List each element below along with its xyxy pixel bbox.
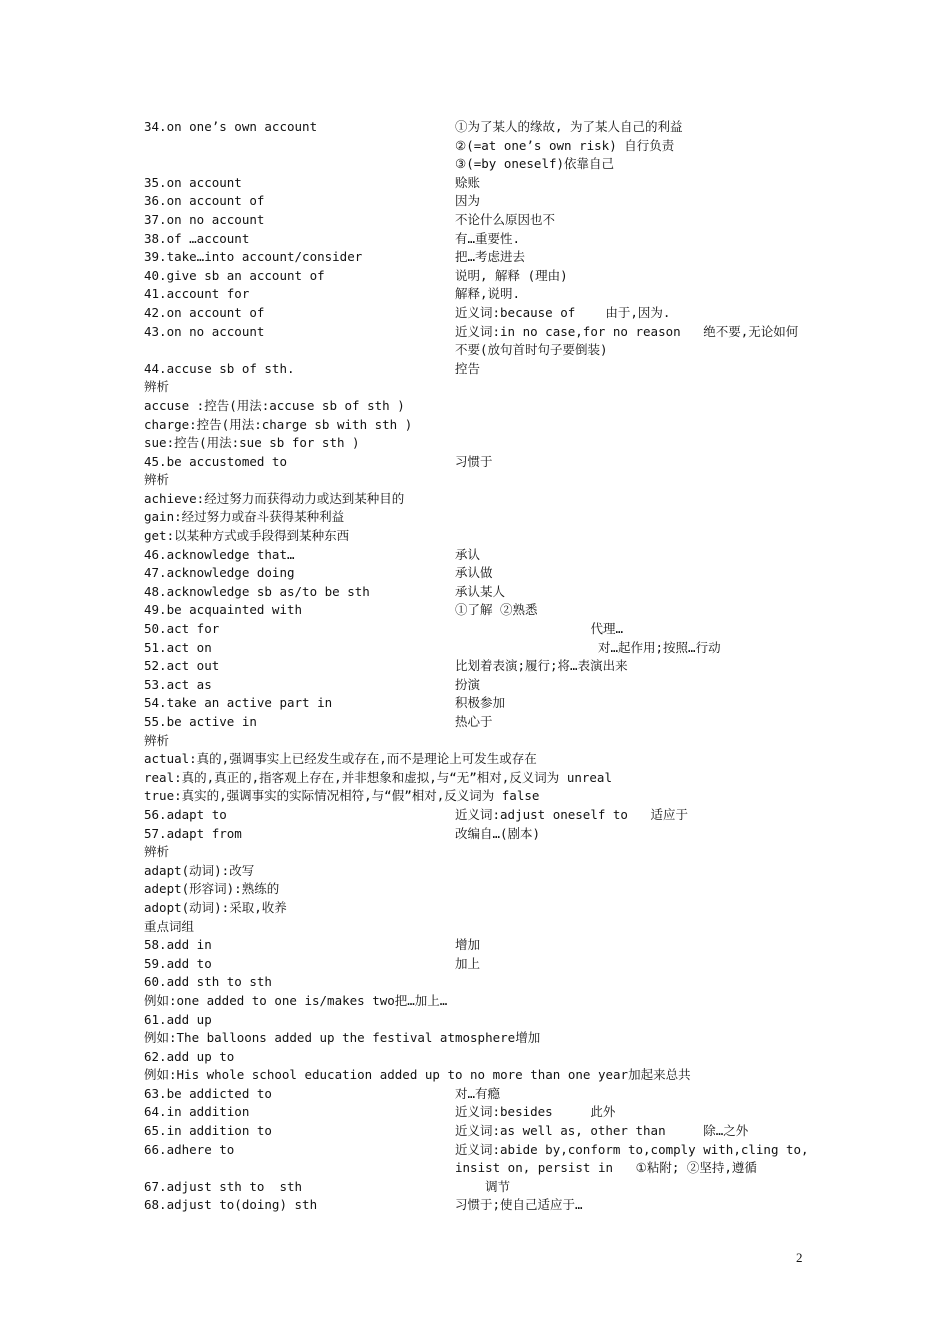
- phrase-meaning: 解释,说明.: [455, 286, 521, 302]
- phrase-english: 46.acknowledge that…: [144, 546, 295, 562]
- phrase-entry: [144, 1103, 844, 1122]
- note-text: charge:控告(用法:charge sb with sth ): [144, 416, 413, 432]
- note-text: get:以某种方式或手段得到某种东西: [144, 528, 350, 544]
- phrase-english: 44.accuse sb of sth.: [144, 360, 295, 376]
- note-text: accuse :控告(用法:accuse sb of sth ): [144, 397, 405, 413]
- phrase-english: 42.on account of: [144, 304, 265, 320]
- phrase-entry: [144, 360, 844, 379]
- phrase-meaning: 比划着表演;履行;将…表演出来: [455, 658, 628, 674]
- phrase-entry: [144, 806, 844, 825]
- phrase-english: 56.adapt to: [144, 806, 227, 822]
- phrase-entry: [144, 639, 844, 658]
- note-meaning: 增加: [515, 1030, 541, 1046]
- note-text: actual:真的,强调事实上已经发生或存在,而不是理论上可发生或存在: [144, 751, 537, 767]
- phrase-english: 51.act on: [144, 639, 212, 655]
- phrase-english: 53.act as: [144, 676, 212, 692]
- note-text: 例如:one added to one is/makes two: [144, 992, 395, 1008]
- phrase-english: 63.be addicted to: [144, 1085, 272, 1101]
- phrase-english: 39.take…into account/consider: [144, 249, 363, 265]
- note-line: [144, 732, 844, 751]
- phrase-entry: [144, 118, 844, 174]
- phrase-meaning: 对…有瘾: [455, 1085, 501, 1101]
- phrase-english: 68.adjust to(doing) sth: [144, 1197, 318, 1213]
- note-text: 辨析: [144, 844, 170, 860]
- note-text: adapt(动词):改写: [144, 862, 255, 878]
- phrase-entry: [144, 825, 844, 844]
- phrase-english: 60.add sth to sth: [144, 974, 272, 990]
- phrase-entry: [144, 564, 844, 583]
- phrase-meaning: [455, 1048, 844, 1067]
- phrase-entry: [144, 713, 844, 732]
- note-text: true:真实的,强调事实的实际情况相符,与“假”相对,反义词为 false: [144, 788, 540, 804]
- phrase-english: 37.on no account: [144, 211, 265, 227]
- phrase-english: 57.adapt from: [144, 825, 242, 841]
- phrase-english: 36.on account of: [144, 193, 265, 209]
- phrase-meaning: 承认做: [455, 565, 493, 581]
- phrase-meaning: 赊账: [455, 174, 481, 190]
- note-line: [144, 397, 844, 416]
- phrase-entry: [144, 1178, 844, 1197]
- phrase-english: 47.acknowledge doing: [144, 565, 295, 581]
- phrase-english: 61.add up: [144, 1011, 212, 1027]
- phrase-english: 58.add in: [144, 937, 212, 953]
- phrase-meaning: ①为了某人的缘故, 为了某人自己的利益 ②(=at one’s own risk) 自行负责 ③(=by oneself)依靠自己: [455, 119, 683, 172]
- note-line: [144, 416, 844, 435]
- note-text: adept(形容词):熟练的: [144, 881, 280, 897]
- phrase-entry: [144, 1085, 844, 1104]
- note-line: [144, 1066, 844, 1085]
- phrase-meaning: 对…起作用;按照…行动: [455, 639, 721, 655]
- phrase-english: 67.adjust sth to sth: [144, 1178, 303, 1194]
- phrase-entry: [144, 955, 844, 974]
- phrase-meaning: [455, 1011, 844, 1030]
- note-line: [144, 527, 844, 546]
- phrase-english: 66.adhere to: [144, 1141, 235, 1157]
- note-meaning: 把…加上…: [394, 992, 448, 1008]
- note-text: sue:控告(用法:sue sb for sth ): [144, 435, 360, 451]
- phrase-entry: [144, 1048, 844, 1067]
- phrase-english: 41.account for: [144, 286, 250, 302]
- note-line: [144, 471, 844, 490]
- note-text: 辨析: [144, 472, 170, 488]
- phrase-meaning: 近义词:adjust oneself to 适应于: [455, 806, 689, 822]
- note-text: 重点词组: [144, 918, 195, 934]
- phrase-meaning: ①了解 ②熟悉: [455, 602, 538, 618]
- note-text: 例如:The balloons added up the festival atmosphere: [144, 1030, 516, 1046]
- phrase-english: 34.on one’s own account: [144, 119, 318, 134]
- phrase-entry: [144, 1196, 844, 1215]
- phrase-entry: [144, 973, 844, 992]
- phrase-english: 48.acknowledge sb as/to be sth: [144, 583, 370, 599]
- phrase-meaning: 加上: [455, 955, 481, 971]
- phrase-meaning: 习惯于;使自己适应于…: [455, 1197, 583, 1213]
- phrase-meaning: 承认某人: [455, 583, 506, 599]
- note-line: [144, 750, 844, 769]
- note-text: 例如:His whole school education added up to no more than one year: [144, 1067, 629, 1083]
- phrase-meaning: 代理…: [455, 621, 623, 637]
- phrase-entry: [144, 453, 844, 472]
- phrase-entry: [144, 285, 844, 304]
- phrase-english: 40.give sb an account of: [144, 267, 325, 283]
- phrase-entry: [144, 620, 844, 639]
- phrase-meaning: 近义词:in no case,for no reason 绝不要,无论如何 不要(放句首时句子要倒装): [455, 323, 799, 358]
- phrase-entry: [144, 694, 844, 713]
- note-line: [144, 1029, 844, 1048]
- phrase-english: 54.take an active part in: [144, 695, 333, 711]
- phrase-meaning: 承认: [455, 546, 481, 562]
- phrase-entry: [144, 174, 844, 193]
- phrase-entry: [144, 601, 844, 620]
- phrase-entry: [144, 546, 844, 565]
- phrase-entry: [144, 304, 844, 323]
- phrase-english: 55.be active in: [144, 714, 257, 729]
- phrase-english: 64.in addition: [144, 1104, 250, 1120]
- note-meaning: 加起来总共: [628, 1067, 691, 1083]
- phrase-english: 38.of …account: [144, 230, 250, 246]
- note-text: adopt(动词):采取,收养: [144, 899, 287, 915]
- phrase-meaning: 近义词:because of 由于,因为.: [455, 304, 671, 320]
- phrase-english: 65.in addition to: [144, 1123, 272, 1139]
- note-line: [144, 899, 844, 918]
- note-line: [144, 434, 844, 453]
- note-text: real:真的,真正的,指客观上存在,并非想象和虚拟,与“无”相对,反义词为 unreal: [144, 769, 612, 785]
- phrase-meaning: [455, 973, 844, 992]
- phrase-entry: [144, 230, 844, 249]
- phrase-english: 35.on account: [144, 174, 242, 190]
- phrase-meaning: 近义词:abide by,conform to,comply with,cling to, insist on, persist in ①粘附; ②坚持,遵循: [455, 1141, 809, 1176]
- phrase-entry: [144, 248, 844, 267]
- phrase-meaning: 习惯于: [455, 453, 493, 469]
- phrase-entry: [144, 211, 844, 230]
- phrase-entry: [144, 323, 844, 360]
- phrase-english: 43.on no account: [144, 323, 265, 339]
- note-text: 辨析: [144, 379, 170, 395]
- phrase-entry: [144, 1122, 844, 1141]
- vocabulary-list: [144, 118, 844, 1215]
- note-line: [144, 862, 844, 881]
- note-line: [144, 843, 844, 862]
- note-text: 辨析: [144, 732, 170, 748]
- phrase-english: 59.add to: [144, 955, 212, 971]
- note-text: gain:经过努力或奋斗获得某种利益: [144, 509, 345, 525]
- note-line: [144, 918, 844, 937]
- phrase-meaning: 调节: [455, 1178, 511, 1194]
- phrase-english: 49.be acquainted with: [144, 602, 303, 618]
- phrase-meaning: 扮演: [455, 676, 481, 692]
- phrase-english: 50.act for: [144, 621, 220, 637]
- phrase-entry: [144, 936, 844, 955]
- note-line: [144, 508, 844, 527]
- page-number: 2: [796, 1250, 803, 1265]
- phrase-english: 62.add up to: [144, 1048, 235, 1064]
- phrase-meaning: 近义词:besides 此外: [455, 1104, 616, 1120]
- note-line: [144, 769, 844, 788]
- phrase-english: 45.be accustomed to: [144, 453, 287, 469]
- note-line: [144, 880, 844, 899]
- phrase-meaning: 有…重要性.: [455, 230, 521, 246]
- phrase-meaning: 积极参加: [455, 695, 506, 711]
- phrase-entry: [144, 1141, 844, 1178]
- phrase-entry: [144, 676, 844, 695]
- note-text: achieve:经过努力而获得动力或达到某种目的: [144, 490, 405, 506]
- phrase-entry: [144, 267, 844, 286]
- phrase-entry: [144, 1011, 844, 1030]
- note-line: [144, 992, 844, 1011]
- phrase-meaning: 说明, 解释 (理由): [455, 267, 568, 283]
- phrase-meaning: 热心于: [455, 714, 493, 729]
- phrase-meaning: 控告: [455, 360, 481, 376]
- note-line: [144, 787, 844, 806]
- phrase-entry: [144, 192, 844, 211]
- phrase-entry: [144, 657, 844, 676]
- phrase-english: 52.act out: [144, 658, 220, 674]
- phrase-entry: [144, 583, 844, 602]
- phrase-meaning: 把…考虑进去: [455, 249, 526, 265]
- phrase-meaning: 增加: [455, 937, 481, 953]
- phrase-meaning: 因为: [455, 193, 481, 209]
- note-line: [144, 490, 844, 509]
- phrase-meaning: 改编自…(剧本): [455, 825, 541, 841]
- phrase-meaning: 近义词:as well as, other than 除…之外: [455, 1123, 749, 1139]
- note-line: [144, 378, 844, 397]
- phrase-meaning: 不论什么原因也不: [455, 211, 556, 227]
